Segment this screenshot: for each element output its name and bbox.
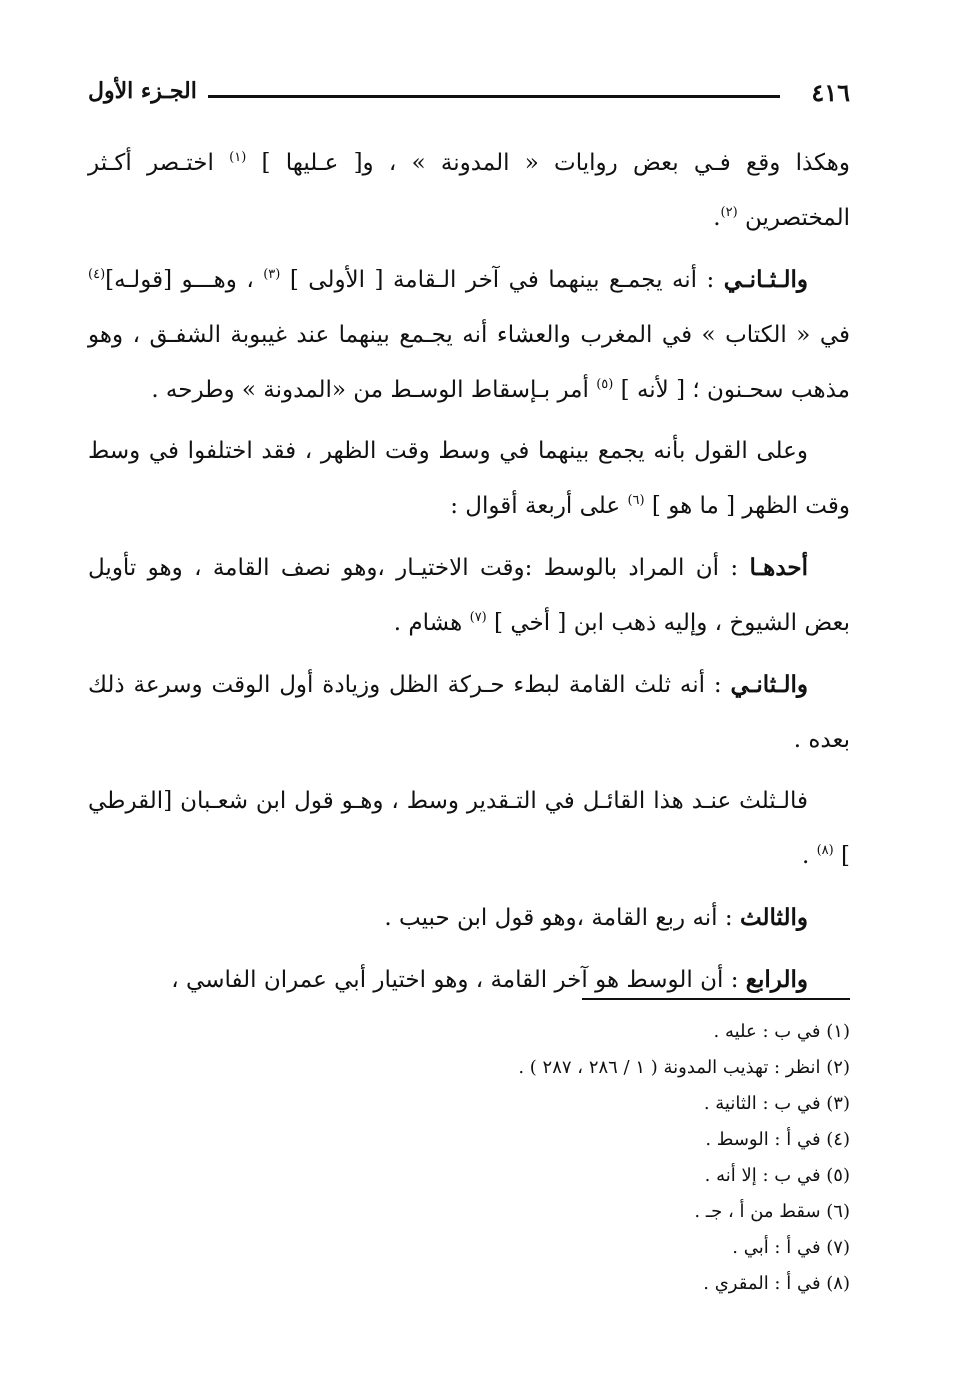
footnote-marker: (٧) — [469, 610, 487, 625]
footnote: (٣) في ب : الثانية . — [703, 1093, 850, 1114]
paragraph-lead-word: والثالث — [739, 904, 808, 931]
text-segment: وهكذا وقع فـي بعض روايات « المدونة » ، و[ عـليها ] — [246, 150, 850, 176]
footnote-marker: (٥) — [596, 377, 614, 392]
paragraph — [88, 657, 850, 768]
footnote-marker: (٦) — [627, 493, 645, 508]
footnote: (٦) سقط من أ ، جـ . — [694, 1201, 850, 1222]
paragraph-lead-word: والرابع — [745, 966, 808, 993]
text-segment: : أنه ربع القامة ،وهو قول ابن حبيب . — [384, 905, 740, 931]
footnote: (٧) في أ : أبي . — [732, 1237, 850, 1258]
running-title: الجـزء الأول — [88, 78, 197, 104]
text-segment: في « الكتاب » في المغرب والعشاء أنه يجـمع بينهما عند غيبوبة الشفـق ، وهو مذهب سحـنون ؛ [ لأنه ] — [88, 322, 850, 403]
text-segment: أمر بـإسقاط الوسـط من «المدونة » وطرحه . — [151, 377, 597, 403]
paragraph — [88, 774, 850, 884]
footnotes — [150, 1014, 850, 1302]
footnote-marker: (١) — [229, 150, 247, 165]
paragraph — [88, 252, 850, 418]
text-segment: فالـثلث عنـد هذا القائـل في التـقدير وسط ، وهـو قول ابن شعـبان [القرطي ] — [88, 788, 850, 869]
text-segment: وعلى القول بأنه يجمع بينهما في وسط وقت الظهر ، فقد اختلفوا في وسط وقت الظهر [ ما هو ] — [88, 438, 850, 519]
text-segment: هشام . — [393, 610, 470, 636]
text-segment: اختـصر أكـثر المختصرين — [88, 150, 850, 231]
paragraph — [88, 136, 850, 246]
paragraph-lead-word: والـثانـي — [730, 671, 808, 698]
footnote: (٨) في أ : المقري . — [703, 1273, 850, 1294]
paragraph — [88, 424, 850, 534]
footnote-marker: (٣) — [263, 267, 281, 282]
footnote: (٤) في أ : الوسط . — [705, 1129, 850, 1150]
footnote: (٢) انظر : تهذيب المدونة ( ١ / ٢٨٦ ، ٢٨٧ ) . — [518, 1057, 850, 1078]
text-segment: : أنه ثلث القامة لبطء حـركة الظل وزيادة أول الوقت وسرعة ذلك بعده . — [88, 672, 850, 753]
footnote-marker: (٤) — [88, 267, 106, 282]
text-segment: : أنه يجمـع بينهما في آخر الـقامة [ الأولى ] — [280, 267, 724, 293]
body-text — [88, 136, 850, 1014]
text-segment: : أن الوسط هو آخر القامة ، وهو اختيار أبي عمران الفاسي ، — [171, 967, 746, 993]
footnote: (١) في ب : عليه . — [713, 1021, 850, 1042]
footnote-marker: (٨) — [816, 843, 834, 858]
paragraph-lead-word: أحدهـا — [749, 554, 808, 581]
page-number: ٤١٦ — [811, 78, 850, 107]
text-segment: . — [801, 843, 817, 869]
paragraph — [88, 540, 850, 651]
footnote: (٥) في ب : إلا أنه . — [704, 1165, 850, 1186]
footnote-separator — [582, 998, 850, 1000]
text-segment: . — [713, 205, 721, 231]
header-rule — [208, 95, 780, 98]
paragraph-lead-word: والـثـانـي — [723, 266, 809, 293]
text-segment: على أربعة أقوال : — [450, 493, 628, 519]
text-segment: : أن المراد بالوسط :وقت الاختيـار ،وهو نصف القامة ، وهو تأويل بعض الشيوخ ، وإليه ذهب ابن [ أخي ] — [88, 555, 850, 636]
page-header — [88, 78, 850, 118]
paragraph — [88, 890, 850, 946]
text-segment: ، وهـــو [قولـه] — [105, 267, 264, 293]
footnote-marker: (٢) — [720, 205, 738, 220]
